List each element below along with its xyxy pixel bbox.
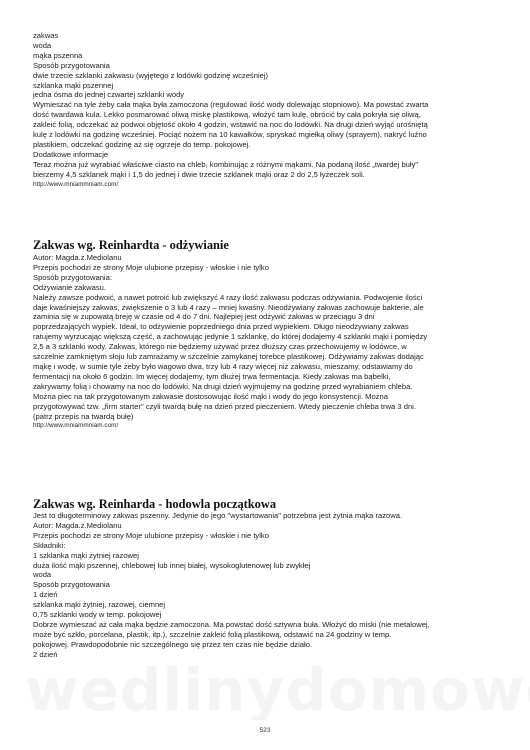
step-line: Dobrze wymieszać aż cała mąka będzie zamoczona. Ma powstać dość sztywna buła. Włożyć do miski (nie metalowej, xyxy=(33,619,430,629)
author-line: Autor: Magda.z.Mediolanu xyxy=(33,253,122,262)
ingredient-line: zakwas xyxy=(33,31,59,40)
step-line: 0,75 szklanki wody w temp. pokojowej xyxy=(33,610,162,620)
page-number: 523 xyxy=(259,727,271,734)
paragraph-line: Teraz można już wyrabiać właściwe ciasto na chleb, kombinując z różnymi mąkami. Na podaną ilość „twardej buły" xyxy=(33,159,419,169)
section-title-odzywianie: Zakwas wg. Reinhardta - odżywianie xyxy=(33,238,229,252)
extra-info-paragraph xyxy=(33,160,503,180)
body-paragraph xyxy=(33,293,503,422)
step-line: jedna ósma do jednej czwartej szklanki wody xyxy=(33,90,185,100)
intro-block xyxy=(33,31,503,190)
preparation-label: Sposób przygotowania xyxy=(33,580,110,590)
paragraph-line: Można piec na tak przygotowanym zakwasie dostosowując ilość mąki i wody do jego konsystencji. Można xyxy=(33,391,388,401)
paragraph-line: Wymieszać na tyle żeby cała mąka była zamoczona (regulować ilość wody dolewając stopniowo). Ma powstać zwarta xyxy=(33,100,429,110)
step-line: szklanka mąki pszennej xyxy=(33,80,114,90)
day-label: 1 dzień xyxy=(33,590,58,600)
extra-info-label: Dodatkowe informacje xyxy=(33,149,109,159)
ingredient-line: woda xyxy=(33,40,52,50)
intro-line: Jest to długoterminowy zakwas pszenny. Jedynie do jego "wystartowania" potrzebna jest żytnia mąka razowa. xyxy=(33,511,403,520)
ingredients-label: Składniki: xyxy=(33,540,66,550)
step-line: szklanka mąki żytniej, razowej, ciemnej xyxy=(33,600,166,610)
section-odzywianie xyxy=(33,253,503,431)
paragraph-line: daje kwaśniejszy zakwas, zwiększenie o 3 lub 4 razy – mniej kwaśny. Nieodżywiany zakwas zachowuje bakterie, ale xyxy=(33,302,424,312)
step-line: pokojowej. Prawdopodobnie nic szczególnego się przez ten czas nie będzie działo. xyxy=(33,639,313,649)
source-line: Przepis pochodzi ze strony Moje ulubione przepisy - włoskie i nie tylko xyxy=(33,530,269,540)
paragraph-line: dość twardawa kula. Lekko posmarować oliwą miskę plastikową, włożyć tam kulę, obrócić by cała pokryła się oliwą, xyxy=(33,110,421,120)
preparation-label: Sposób przygotowania: xyxy=(33,272,112,282)
author-line: Autor: Magda.z.Mediolanu xyxy=(33,520,122,530)
ingredient-line: mąka pszenna xyxy=(33,50,83,60)
source-url: http://www.mniammniam.com/ xyxy=(33,180,119,188)
section-hodowla xyxy=(33,511,503,660)
paragraph-line: poprzedzających wypiek. Ideał, to odżywienie poprzedniego dnia przed wypiekiem. Długo nieodżywiany zakwas xyxy=(33,322,409,332)
ingredient-line: duża ilość mąki pszennej, chlebowej lub innej białej, wysokoglutenowej lub zwykłej xyxy=(33,560,311,570)
section-title-hodowla: Zakwas wg. Reinharda - hodowla początkowa xyxy=(33,497,277,511)
paragraph-line: zakleić folią, odczekać aż podwoi objętość około 4 godzin, wstawić na noc do lodówki. Na drugi dzień wyjąć urośniętą xyxy=(33,120,428,130)
paragraph-line: fermentacji na około 6 godzin. Im więcej dodajemy, tym dłużej trwa fermentacja. Kiedy zakwas ma bąbelki, xyxy=(33,371,391,381)
paragraph-line: Należy zawsze podwoić, a nawet potroić lub zwiększyć 4 razy ilość zakwasu podczas odżywiania. Podwojenie ilości xyxy=(33,292,423,302)
paragraph-line: przygotowywać tzw. „firm starter" czyli twardą bułę na dzień przed pieczeniem. Wtedy pieczenie chleba trwa 3 dni. xyxy=(33,401,416,411)
watermark xyxy=(25,660,530,720)
paragraph-line: mąkę i wodę, w sumie tyle żeby było wagowo dwa, trzy lub 4 razy więcej niż zakwasu, mieszamy, odstawiamy do xyxy=(33,361,413,371)
step-line: może być szkło, porcelana, plastik, itp.), szczelnie zakleić folią plastikową, odstawić na 24 godziny w temp. xyxy=(33,629,392,639)
source-url: http://www.mniammniam.com/ xyxy=(33,422,119,430)
preparation-label: Sposób przygotowania xyxy=(33,60,110,70)
day-label: 2 dzień xyxy=(33,649,58,659)
paragraph-line: ratujemy wyrzucając większą część, a zachowując jedynie 1 szklankę, do której dodajemy 4 szklanki mąki i pomiędzy xyxy=(33,332,428,342)
paragraph-line: szczelnie zamkniętym słoju lub zamrażamy w szczelnie zamykanej torebce plastikowej. Odżywiamy zakwas dodając xyxy=(33,352,424,362)
paragraph-line: plastikiem, odczekać godzinę aż się ogrzeje do temp. pokojowej. xyxy=(33,139,251,149)
ingredient-line: woda xyxy=(33,570,52,580)
paragraph-line: 2,5 a 3 szklanki wody. Zakwas, którego nie będziemy używać przez dłuższy czas przechowujemy w lodówce, w xyxy=(33,342,407,352)
paragraph-line: zakrywamy folią i chowamy na noc do lodówki. Na drugi dzień wyjmujemy na godzinę przed wyrabianiem chleba. xyxy=(33,381,413,391)
source-line: Przepis pochodzi ze strony Moje ulubione przepisy - włoskie i nie tylko xyxy=(33,262,269,272)
paragraph-line: zaminia się w zupowatą breję w czasie od 4 do 7 dni. Najlepiej jest odżywić zakwas w przeciągu 3 dni xyxy=(33,312,375,322)
instructions-paragraph xyxy=(33,100,503,150)
ingredient-line: 1 szklanka mąki żytniej razowej xyxy=(33,550,139,560)
paragraph-line: kulę z lodówki na godzinę wcześniej. Pociąć nożem na 10 kawałków, spryskać mgiełką oliwy (sprayem), nakryć luźno xyxy=(33,130,427,140)
paragraph-line: (patrz przepis na twardą bułę) xyxy=(33,411,134,421)
subheading-line: Odżywianie zakwasu. xyxy=(33,282,107,292)
step-line: dwie trzecie szklanki zakwasu (wyjętego z lodówki godzinę wcześniej) xyxy=(33,70,269,80)
paragraph-line: bierzemy 4,5 szklanek mąki i 1,5 do jednej i dwie trzecie szklanek mąki oraz 2 do 2,5 łyżeczek soli. xyxy=(33,169,365,179)
